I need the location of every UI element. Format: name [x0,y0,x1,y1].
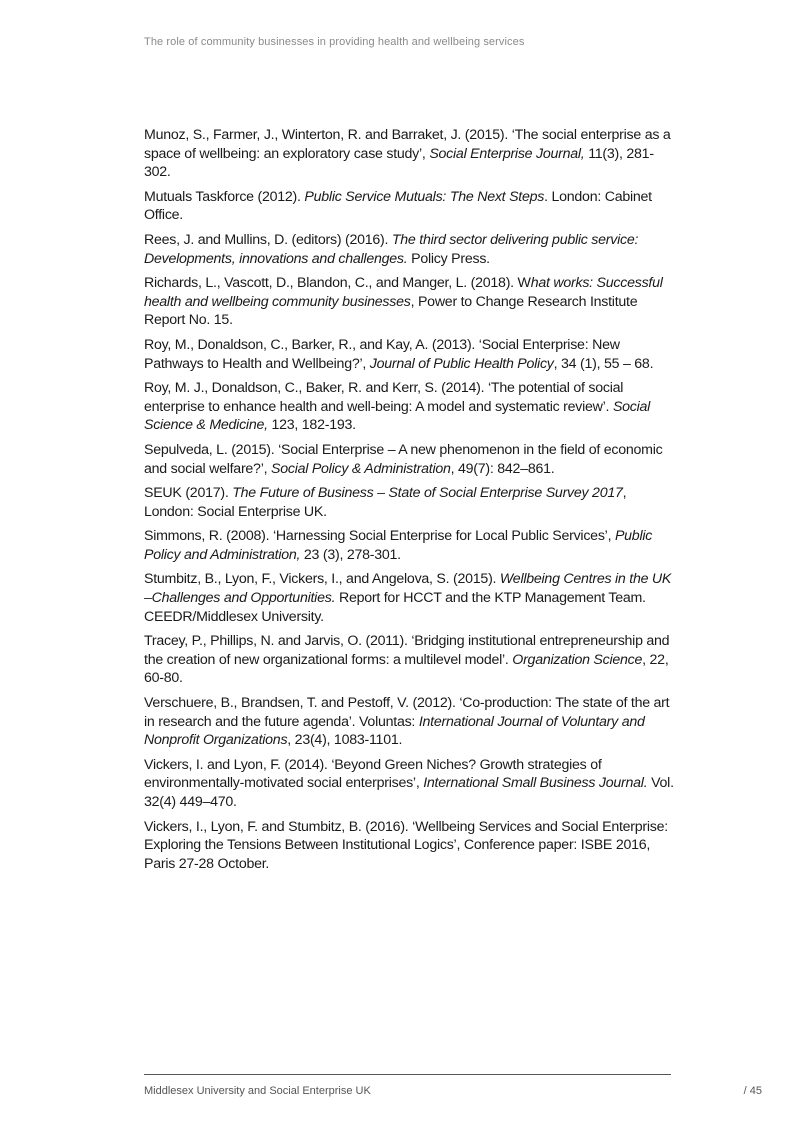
page-number: / 45 [743,1085,762,1097]
reference-entry [144,484,674,521]
reference-text: Tracey, P., Phillips, N. and Jarvis, O. (2011). ‘Bridging institutional entrepreneurship and the creation of new organizational forms: a multilevel model’. [144,633,670,668]
reference-entry [144,336,674,373]
reference-title: International Journal of Voluntary and Nonprofit Organizations [144,713,645,749]
reference-text: , Power to Change Research Institute Report No. 15. [144,293,638,329]
reference-text: Stumbitz, B., Lyon, F., Vickers, I., and Angelova, S. (2015). [144,571,500,588]
reference-text: Vickers, I., Lyon, F. and Stumbitz, B. (2016). ‘Wellbeing Services and Social Enterprise: Exploring the Tensions Between Institutional Logics’, Conference paper: ISBE 2016, Paris 27-28 October. [144,818,668,872]
reference-text: Policy Press. [407,250,490,267]
reference-text: , London: Social Enterprise UK. [144,485,627,520]
reference-title: Wellbeing Centres in the UK –Challenges and Opportunities. [144,571,672,607]
reference-entry [144,818,674,874]
reference-text: Verschuere, B., Brandsen, T. and Pestoff, V. (2012). ‘Co-production: The state of the art in research and the future agenda’. Voluntas: [144,695,670,730]
reference-entry [144,632,674,688]
reference-text: Roy, M., Donaldson, C., Barker, R., and Kay, A. (2013). ‘Social Enterprise: New Pathways to Health and Wellbeing?’, [144,336,620,372]
reference-entry [144,694,674,750]
reference-text: , 49(7): 842–861. [450,460,555,477]
reference-title: The Future of Business – State of Social Enterprise Survey 2017 [232,485,623,502]
reference-text: Mutuals Taskforce (2012). [144,188,305,205]
reference-text: Vol. 32(4) 449–470. [144,775,674,810]
reference-text: Vickers, I. and Lyon, F. (2014). ‘Beyond Green Niches? Growth strategies of environmentally-motivated social enterprises’, [144,756,602,792]
reference-title: Journal of Public Health Policy [369,355,554,372]
reference-text: Simmons, R. (2008). ‘Harnessing Social Enterprise for Local Public Services’, [144,528,615,545]
reference-title: Public Policy and Administration, [144,528,653,563]
reference-entry [144,188,674,225]
reference-title: Social Policy & Administration [271,460,451,477]
reference-text: 11(3), 281-302. [144,145,654,181]
reference-text: Roy, M. J., Donaldson, C., Baker, R. and Kerr, S. (2014). ‘The potential of social enterprise to enhance health and well-being: A model and systematic review’. [144,380,624,415]
footer-publisher: Middlesex University and Social Enterprise UK [144,1085,371,1097]
reference-text: 123, 182-193. [267,417,356,434]
reference-text: , 22, 60-80. [144,651,669,687]
reference-text: , 34 (1), 55 – 68. [553,355,654,372]
reference-title: International Small Business Journal. [423,775,648,792]
reference-entry [144,274,674,330]
reference-title: The third sector delivering public service: Developments, innovations and challenges. [144,231,639,267]
reference-text: . London: Cabinet Office. [144,188,652,224]
reference-title: Social Enterprise Journal, [429,145,585,162]
reference-entry [144,756,674,812]
reference-list [144,126,674,879]
reference-title: Public Service Mutuals: The Next Steps [304,188,545,205]
reference-entry [144,441,674,478]
reference-title: Organization Science [512,651,643,668]
reference-entry [144,527,674,564]
reference-text: Munoz, S., Farmer, J., Winterton, R. and Barraket, J. (2015). ‘The social enterprise as a space of wellbeing: an exploratory case study’, [144,127,671,162]
running-header: The role of community businesses in providing health and wellbeing services [144,36,525,48]
reference-entry [144,570,674,626]
reference-text: Sepulveda, L. (2015). ‘Social Enterprise – A new phenomenon in the field of economic and social welfare?’, [144,441,663,477]
reference-text: Rees, J. and Mullins, D. (editors) (2016). [144,231,392,248]
reference-text: 23 (3), 278-301. [300,546,401,563]
reference-title: hat works: Successful health and wellbeing community businesses [144,275,663,310]
footer-divider [144,1074,671,1075]
reference-entry [144,231,674,268]
reference-entry [144,379,674,435]
reference-text: , 23(4), 1083-1101. [287,732,403,749]
reference-text: SEUK (2017). [144,485,233,502]
reference-text: Report for HCCT and the KTP Management Team. CEEDR/Middlesex University. [144,590,646,625]
reference-text: Richards, L., Vascott, D., Blandon, C., and Manger, L. (2018). W [144,275,531,292]
reference-title: Social Science & Medicine, [144,398,651,434]
reference-entry [144,126,674,182]
